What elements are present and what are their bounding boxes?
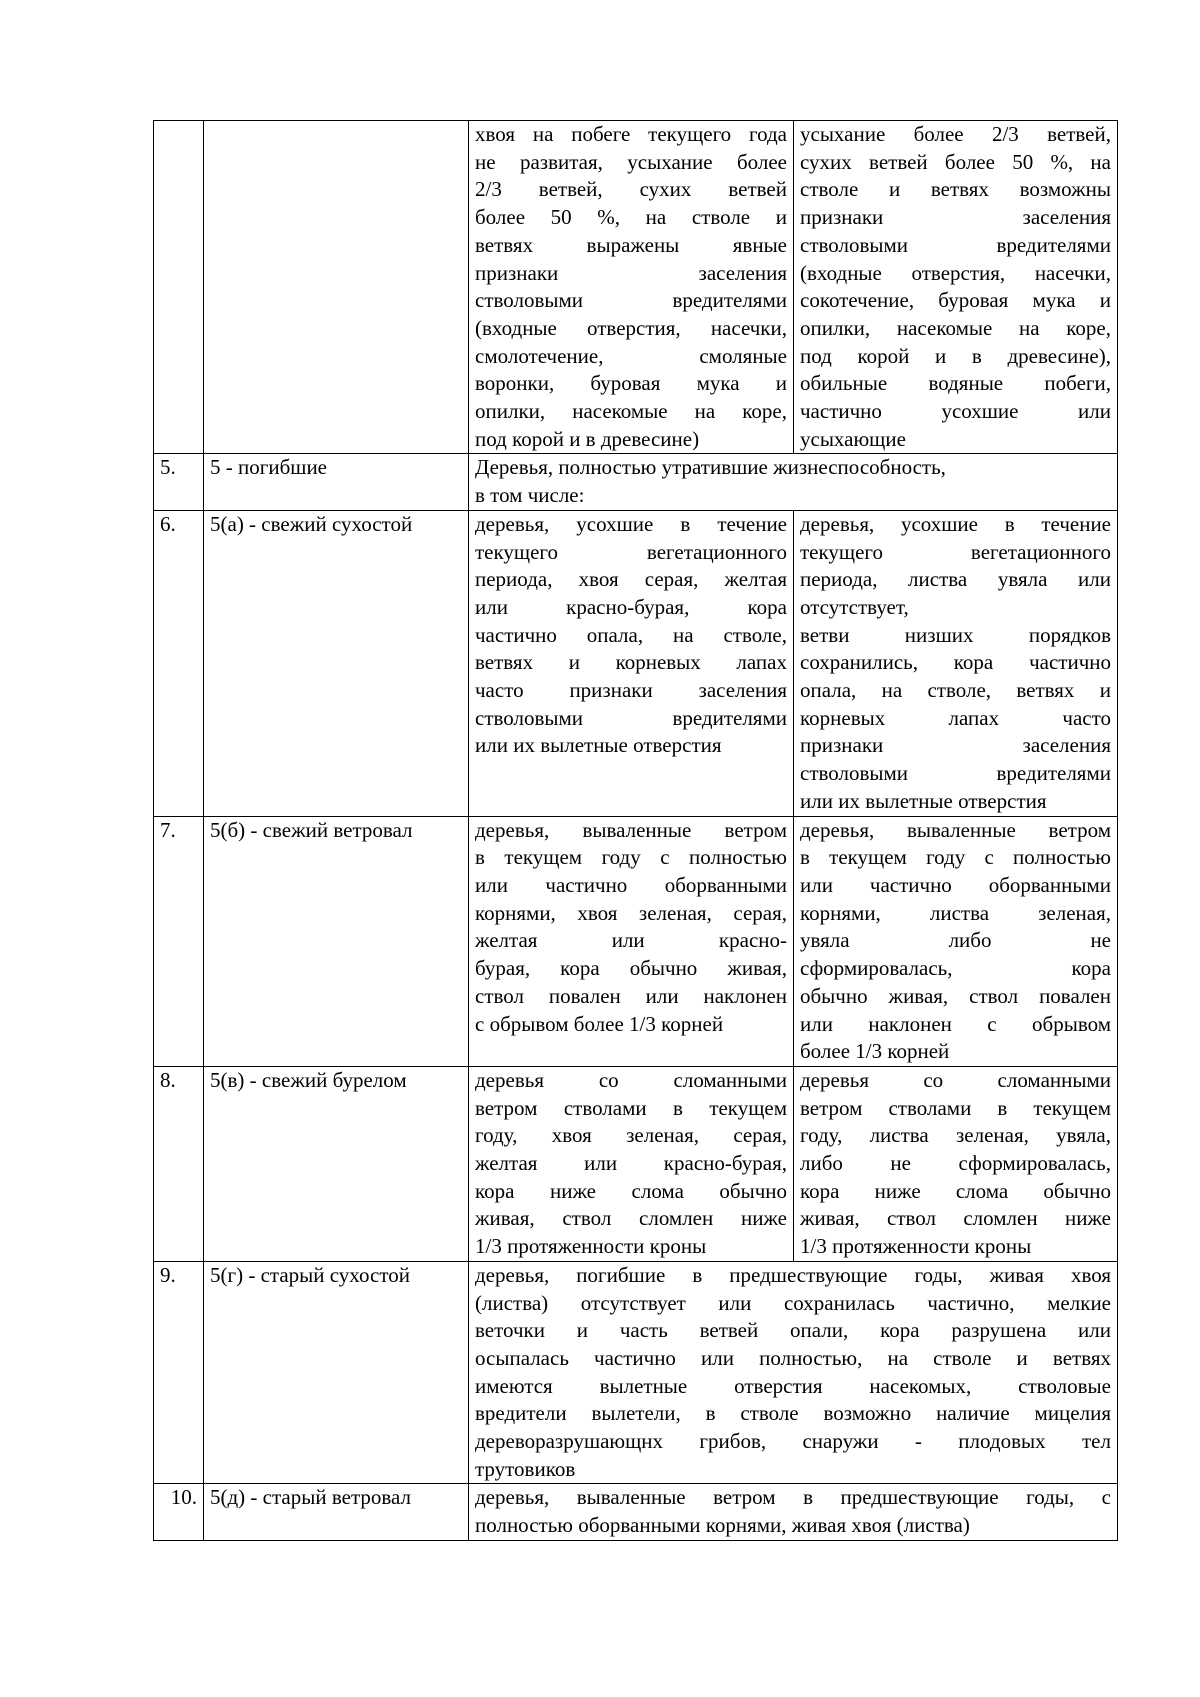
cell-line: сокотечение, буровая мука и [800, 288, 1111, 313]
cell-line: хвоя на побеге текущего года [475, 122, 787, 146]
cell-line: стволовыми вредителями [800, 761, 1111, 786]
row-number: 9. [154, 1261, 204, 1484]
conifer-description-cell [469, 816, 794, 1066]
table-row [154, 816, 1118, 1066]
table-row [154, 454, 1118, 510]
cell-line: обычно живая, ствол повален [800, 983, 1111, 1008]
merged-description-cell [469, 454, 1118, 510]
cell-line: вредители вылетели, в стволе возможно наличие мицелия [475, 1401, 1111, 1426]
row-number [154, 121, 204, 454]
cell-line: признаки заселения [800, 205, 1111, 230]
cell-line: (входные отверстия, насечки, [475, 315, 787, 340]
cell-line: (входные отверстия, насечки, [800, 260, 1111, 285]
cell-line: опилки, насекомые на коре, [800, 315, 1111, 340]
cell-line: стволовыми вредителями [800, 232, 1111, 257]
conifer-description-cell [469, 510, 794, 816]
cell-line: корневых лапах часто [800, 705, 1111, 730]
cell-line: ветром стволами в текущем [475, 1095, 787, 1120]
cell-line: под корой и в древесине), [800, 343, 1111, 368]
cell-line: либо не сформировалась, [800, 1151, 1111, 1176]
cell-line: текущего вегетационного [475, 539, 787, 564]
cell-line: сохранились, кора частично [800, 650, 1111, 675]
cell-line: признаки заселения [475, 260, 787, 285]
table-body [154, 121, 1118, 1541]
cell-line: ствол повален или наклонен [475, 983, 787, 1008]
cell-line: с обрывом более 1/3 корней [475, 1011, 724, 1036]
cell-line: году, листва зеленая, увяла, [800, 1123, 1111, 1148]
category-cell: 5(а) - свежий сухостой [204, 510, 469, 816]
cell-line: ветром стволами в текущем [800, 1095, 1111, 1120]
cell-line: частично усохшие или [800, 399, 1111, 424]
conifer-description-cell [469, 121, 794, 454]
cell-line: или красно-бурая, кора [475, 594, 787, 619]
cell-line: опилки, насекомые на коре, [475, 399, 787, 424]
merged-description-cell [469, 1261, 1118, 1484]
deciduous-description-cell [794, 510, 1118, 816]
deciduous-description-cell [794, 121, 1118, 454]
cell-line: или их вылетные отверстия [800, 788, 1047, 813]
cell-line: признаки заселения [800, 733, 1111, 758]
cell-line: под корой и в древесине) [475, 426, 700, 451]
row-number: 10. [154, 1484, 204, 1540]
cell-line: опала, на стволе, ветвях и [800, 678, 1111, 703]
cell-line: 1/3 протяженности кроны [800, 1234, 1032, 1259]
merged-description-cell [469, 1484, 1118, 1540]
cell-line: желтая или красно- [475, 928, 787, 953]
cell-line: году, хвоя зеленая, серая, [475, 1123, 787, 1148]
cell-line: или наклонен с обрывом [800, 1011, 1111, 1036]
cell-line: в текущем году с полностью [475, 845, 787, 870]
cell-line: часто признаки заселения [475, 678, 787, 703]
row-number: 5. [154, 454, 204, 510]
cell-line: в текущем году с полностью [800, 845, 1111, 870]
deciduous-description-cell [794, 1066, 1118, 1261]
cell-line: смолотечение, смоляные [475, 343, 787, 368]
cell-line: не развитая, усыхание более [475, 149, 787, 174]
cell-line: воронки, буровая мука и [475, 371, 787, 396]
cell-line: ветви низших порядков [800, 622, 1111, 647]
cell-line: имеются вылетные отверстия насекомых, стволовые [475, 1373, 1111, 1398]
cell-line: полностью оборванными корнями, живая хвоя (листва) [475, 1513, 970, 1538]
cell-line: (листва) отсутствует или сохранилась частично, мелкие [475, 1290, 1111, 1315]
table-row [154, 121, 1118, 454]
cell-line: корнями, хвоя зеленая, серая, [475, 900, 787, 925]
row-number: 8. [154, 1066, 204, 1261]
cell-line: или частично оборванными [475, 872, 787, 897]
cell-line: деревья со сломанными [800, 1067, 1111, 1092]
cell-line: или их вылетные отверстия [475, 733, 722, 758]
cell-line: увяла либо не [800, 928, 1111, 953]
cell-line: усыхающие [800, 426, 906, 451]
cell-line: обильные водяные побеги, [800, 371, 1111, 396]
category-cell: 5(г) - старый сухостой [204, 1261, 469, 1484]
cell-line: 2/3 ветвей, сухих ветвей [475, 177, 787, 202]
row-number: 6. [154, 510, 204, 816]
cell-line: 1/3 протяженности кроны [475, 1234, 707, 1259]
table-row [154, 1261, 1118, 1484]
category-cell [204, 121, 469, 454]
cell-line: ветвях выражены явные [475, 232, 787, 257]
cell-line: в том числе: [475, 483, 585, 508]
cell-line: более 50 %, на стволе и [475, 205, 787, 230]
cell-line: ветвях и корневых лапах [475, 650, 787, 675]
cell-line: текущего вегетационного [800, 539, 1111, 564]
cell-line: сухих ветвей более 50 %, на [800, 149, 1111, 174]
deciduous-description-cell [794, 816, 1118, 1066]
table-row [154, 1484, 1118, 1540]
cell-line: периода, листва увяла или [800, 567, 1111, 592]
cell-line: деревья, погибшие в предшествующие годы, живая хвоя [475, 1262, 1111, 1287]
cell-line: усыхание более 2/3 ветвей, [800, 122, 1111, 146]
cell-line: желтая или красно-бурая, [475, 1151, 787, 1176]
cell-line: деревья, усохшие в течение [800, 511, 1111, 536]
category-cell: 5(в) - свежий бурелом [204, 1066, 469, 1261]
table-row [154, 1066, 1118, 1261]
category-cell: 5 - погибшие [204, 454, 469, 510]
cell-line: периода, хвоя серая, желтая [475, 567, 787, 592]
row-number: 7. [154, 816, 204, 1066]
cell-line: более 1/3 корней [800, 1039, 950, 1064]
cell-line: сформировалась, кора [800, 956, 1111, 981]
cell-line: деревья со сломанными [475, 1067, 787, 1092]
cell-line: бурая, кора обычно живая, [475, 956, 787, 981]
tree-condition-table [153, 120, 1118, 1541]
cell-line: живая, ствол сломлен ниже [475, 1206, 787, 1231]
category-cell: 5(д) - старый ветровал [204, 1484, 469, 1540]
cell-line: деревья, вываленные ветром в предшествующие годы, с [475, 1485, 1111, 1510]
cell-line: трутовиков [475, 1456, 576, 1481]
cell-line: стволе и ветвях возможны [800, 177, 1111, 202]
cell-line: корнями, листва зеленая, [800, 900, 1111, 925]
cell-line: стволовыми вредителями [475, 705, 787, 730]
cell-line: стволовыми вредителями [475, 288, 787, 313]
cell-line: кора ниже слома обычно [800, 1178, 1111, 1203]
cell-line: Деревья, полностью утратившие жизнеспособность, [475, 455, 946, 480]
cell-line: деревья, вываленные ветром [475, 817, 787, 842]
conifer-description-cell [469, 1066, 794, 1261]
cell-line: кора ниже слома обычно [475, 1178, 787, 1203]
cell-line: или частично оборванными [800, 872, 1111, 897]
table-row [154, 510, 1118, 816]
cell-line: веточки и часть ветвей опали, кора разрушена или [475, 1318, 1111, 1343]
cell-line: частично опала, на стволе, [475, 622, 787, 647]
cell-line: отсутствует, [800, 594, 909, 619]
cell-line: осыпалась частично или полностью, на стволе и ветвях [475, 1345, 1111, 1370]
cell-line: деревья, усохшие в течение [475, 511, 787, 536]
category-cell: 5(б) - свежий ветровал [204, 816, 469, 1066]
cell-line: живая, ствол сломлен ниже [800, 1206, 1111, 1231]
cell-line: дереворазрушающнх грибов, снаружи - плодовых тел [475, 1429, 1111, 1454]
cell-line: деревья, вываленные ветром [800, 817, 1111, 842]
